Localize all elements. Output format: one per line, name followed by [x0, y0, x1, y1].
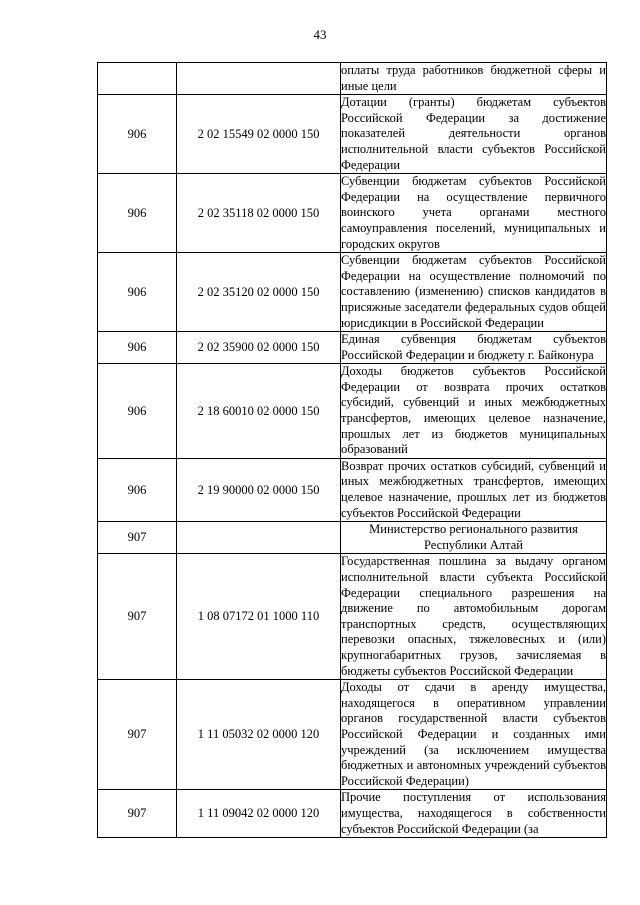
table-row: [98, 63, 607, 95]
admin-code-cell: 906: [98, 458, 177, 521]
revenue-description-cell: Государственная пошлина за выдачу органом исполнительной власти субъекта Российской Федерации специального разрешения на движение по автомобильным дорогам транспортных средств, осуществляющих перевозки опасных, тяжеловесных и (или) крупногабаритных грузов, зачисляемая в бюджеты субъектов Российской Федерации: [341, 554, 607, 680]
revenue-code-cell: [177, 63, 341, 95]
table-row: [98, 253, 607, 332]
revenue-code-cell: 2 19 90000 02 0000 150: [177, 458, 341, 521]
table-row: [98, 554, 607, 680]
table-row: [98, 522, 607, 554]
table-row: [98, 458, 607, 521]
admin-code-cell: 906: [98, 95, 177, 174]
revenue-code-cell: 2 18 60010 02 0000 150: [177, 364, 341, 459]
revenue-description-cell: Возврат прочих остатков субсидий, субвенций и иных межбюджетных трансфертов, имеющих целевое назначение, прошлых лет из бюджетов субъектов Российской Федерации: [341, 458, 607, 521]
revenue-description-cell: Субвенции бюджетам субъектов Российской Федерации на осуществление полномочий по составлению (изменению) списков кандидатов в присяжные заседатели федеральных судов общей юрисдикции в Российской Федерации: [341, 253, 607, 332]
revenue-description-cell: Доходы от сдачи в аренду имущества, находящегося в оперативном управлении органов государственной власти субъектов Российской Федерации и созданных ими учреждений (за исключением имущества бюджетных и автономных учреждений субъектов Российской Федерации): [341, 680, 607, 790]
table-row: [98, 95, 607, 174]
page-number: 43: [313, 27, 327, 42]
admin-code-cell: 906: [98, 253, 177, 332]
revenue-code-cell: [177, 522, 341, 554]
admin-code-cell: 906: [98, 332, 177, 364]
table-row: [98, 364, 607, 459]
revenue-description-cell: Единая субвенция бюджетам субъектов Российской Федерации и бюджету г. Байконура: [341, 332, 607, 364]
revenue-code-cell: 2 02 15549 02 0000 150: [177, 95, 341, 174]
admin-code-cell: 907: [98, 522, 177, 554]
revenue-code-cell: 1 11 09042 02 0000 120: [177, 790, 341, 838]
revenue-code-cell: 2 02 35900 02 0000 150: [177, 332, 341, 364]
table-row: [98, 790, 607, 838]
admin-code-cell: 907: [98, 790, 177, 838]
revenue-description-cell: Прочие поступления от использования имущества, находящегося в собственности субъектов Российской Федерации (за: [341, 790, 607, 838]
revenue-code-cell: 1 11 05032 02 0000 120: [177, 680, 341, 790]
admin-code-cell: 907: [98, 680, 177, 790]
revenue-codes-table: [97, 62, 607, 838]
revenue-description-cell: Министерство регионального развития Республики Алтай: [341, 522, 607, 554]
table-body: [98, 63, 607, 838]
revenue-code-cell: 1 08 07172 01 1000 110: [177, 554, 341, 680]
table-row: [98, 680, 607, 790]
admin-code-cell: 906: [98, 364, 177, 459]
admin-code-cell: [98, 63, 177, 95]
revenue-code-cell: 2 02 35118 02 0000 150: [177, 174, 341, 253]
admin-code-cell: 906: [98, 174, 177, 253]
admin-code-cell: 907: [98, 554, 177, 680]
revenue-description-cell: Дотации (гранты) бюджетам субъектов Российской Федерации за достижение показателей деятельности органов исполнительной власти субъектов Российской Федерации: [341, 95, 607, 174]
revenue-description-cell: Доходы бюджетов субъектов Российской Федерации от возврата прочих остатков субсидий, субвенций и иных межбюджетных трансфертов, имеющих целевое назначение, прошлых лет из бюджетов муниципальных образований: [341, 364, 607, 459]
revenue-description-cell: оплаты труда работников бюджетной сферы и иные цели: [341, 63, 607, 95]
revenue-description-cell: Субвенции бюджетам субъектов Российской Федерации на осуществление первичного воинского учета органами местного самоуправления поселений, муниципальных и городских округов: [341, 174, 607, 253]
table-row: [98, 174, 607, 253]
table-row: [98, 332, 607, 364]
revenue-code-cell: 2 02 35120 02 0000 150: [177, 253, 341, 332]
